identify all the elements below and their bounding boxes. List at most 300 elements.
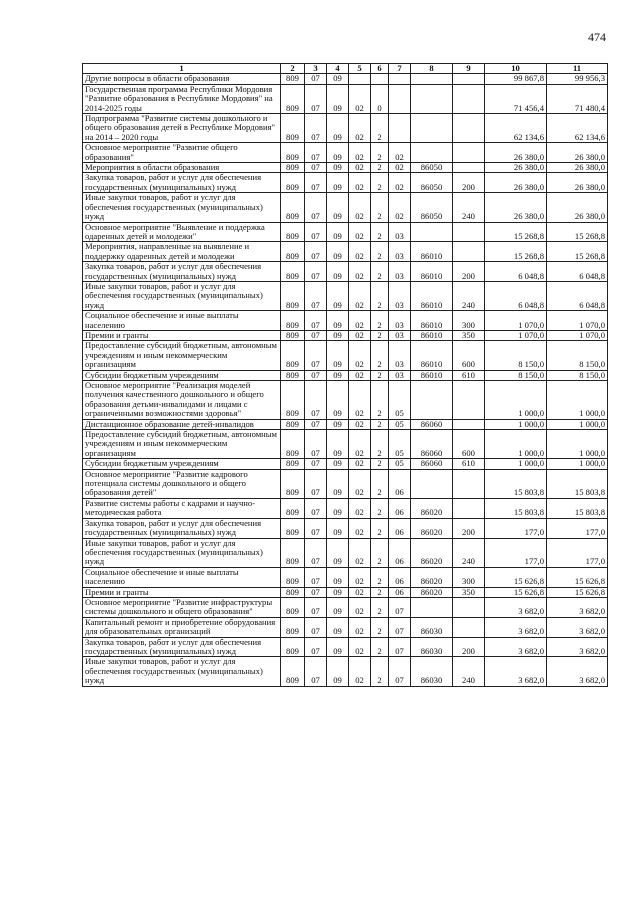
row-name-cell: Государственная программа Республики Мордовия "Развитие образования в Республике Мордовия" на 2014-2025 годы xyxy=(83,84,281,113)
table-row xyxy=(83,657,608,686)
table-cell: 06 xyxy=(389,518,411,538)
row-name-cell: Иные закупки товаров, работ и услуг для обеспечения государственных (муниципальных) нужд xyxy=(83,281,281,310)
table-cell: 86010 xyxy=(411,341,453,370)
table-cell: 809 xyxy=(281,242,305,262)
table-cell: 07 xyxy=(305,242,327,262)
table-cell: 809 xyxy=(281,518,305,538)
table-cell: 26 380,0 xyxy=(485,193,547,222)
table-cell: 809 xyxy=(281,587,305,597)
table-cell: 09 xyxy=(327,330,349,340)
table-cell: 26 380,0 xyxy=(547,173,608,193)
column-header: 9 xyxy=(453,64,485,74)
table-cell xyxy=(453,222,485,242)
table-cell xyxy=(453,163,485,173)
table-cell: 07 xyxy=(305,74,327,84)
table-cell: 09 xyxy=(327,311,349,331)
table-cell: 06 xyxy=(389,498,411,518)
table-cell: 15 803,8 xyxy=(547,498,608,518)
table-cell: 86020 xyxy=(411,518,453,538)
column-header: 6 xyxy=(371,64,389,74)
table-cell: 02 xyxy=(349,262,371,282)
table-cell xyxy=(411,114,453,143)
table-cell: 3 682,0 xyxy=(485,617,547,637)
table-cell: 1 000,0 xyxy=(485,419,547,429)
table-cell: 2 xyxy=(371,430,389,459)
table-cell: 02 xyxy=(349,637,371,657)
table-cell: 09 xyxy=(327,381,349,420)
table-cell: 86030 xyxy=(411,617,453,637)
table-row xyxy=(83,281,608,310)
table-cell: 240 xyxy=(453,281,485,310)
table-cell: 3 682,0 xyxy=(547,657,608,686)
table-cell: 05 xyxy=(389,419,411,429)
table-cell: 600 xyxy=(453,341,485,370)
table-cell: 240 xyxy=(453,538,485,567)
table-row xyxy=(83,173,608,193)
table-cell: 6 048,8 xyxy=(485,281,547,310)
row-name-cell: Основное мероприятие "Реализация моделей получения качественного дошкольного и общего образования детьми-инвалидами и лицами с ограниченными возможностями здоровья" xyxy=(83,381,281,420)
header-row xyxy=(83,64,608,74)
table-cell: 86060 xyxy=(411,430,453,459)
table-cell: 610 xyxy=(453,459,485,469)
table-cell: 71 456,4 xyxy=(485,84,547,113)
table-cell: 07 xyxy=(305,637,327,657)
table-cell: 07 xyxy=(305,567,327,587)
row-name-cell: Иные закупки товаров, работ и услуг для обеспечения государственных (муниципальных) нужд xyxy=(83,538,281,567)
table-cell xyxy=(453,419,485,429)
table-cell: 1 000,0 xyxy=(485,430,547,459)
column-header: 10 xyxy=(485,64,547,74)
table-cell: 809 xyxy=(281,419,305,429)
table-cell: 2 xyxy=(371,330,389,340)
table-cell: 02 xyxy=(349,538,371,567)
table-cell: 07 xyxy=(305,469,327,498)
table-cell: 09 xyxy=(327,163,349,173)
table-cell: 07 xyxy=(305,143,327,163)
table-cell: 2 xyxy=(371,163,389,173)
table-cell: 07 xyxy=(389,657,411,686)
table-cell: 15 626,8 xyxy=(485,587,547,597)
column-header: 2 xyxy=(281,64,305,74)
table-cell: 99 867,8 xyxy=(485,74,547,84)
table-cell: 26 380,0 xyxy=(485,173,547,193)
table-cell: 02 xyxy=(349,222,371,242)
table-cell: 1 000,0 xyxy=(485,459,547,469)
table-cell: 2 xyxy=(371,637,389,657)
table-cell: 07 xyxy=(305,222,327,242)
table-row xyxy=(83,419,608,429)
page-number: 474 xyxy=(588,30,606,44)
table-cell xyxy=(453,143,485,163)
table-cell: 2 xyxy=(371,459,389,469)
table-cell: 02 xyxy=(349,370,371,380)
table-cell: 03 xyxy=(389,341,411,370)
table-cell: 09 xyxy=(327,262,349,282)
table-cell: 07 xyxy=(305,370,327,380)
column-header: 3 xyxy=(305,64,327,74)
table-cell: 05 xyxy=(389,381,411,420)
table-cell: 02 xyxy=(349,617,371,637)
table-cell: 09 xyxy=(327,637,349,657)
table-cell: 3 682,0 xyxy=(547,617,608,637)
table-row xyxy=(83,163,608,173)
row-name-cell: Другие вопросы в области образования xyxy=(83,74,281,84)
table-cell: 809 xyxy=(281,370,305,380)
table-cell: 86060 xyxy=(411,419,453,429)
table-row xyxy=(83,498,608,518)
table-cell: 07 xyxy=(305,538,327,567)
table-cell: 07 xyxy=(305,518,327,538)
table-cell: 05 xyxy=(389,430,411,459)
table-cell: 809 xyxy=(281,498,305,518)
table-cell: 03 xyxy=(389,242,411,262)
row-name-cell: Премии и гранты xyxy=(83,330,281,340)
table-cell: 02 xyxy=(349,163,371,173)
table-cell xyxy=(411,74,453,84)
table-cell: 09 xyxy=(327,567,349,587)
table-cell: 02 xyxy=(389,173,411,193)
table-cell xyxy=(453,617,485,637)
table-cell: 03 xyxy=(389,222,411,242)
table-cell: 02 xyxy=(349,242,371,262)
table-cell: 809 xyxy=(281,173,305,193)
table-cell: 2 xyxy=(371,114,389,143)
row-name-cell: Иные закупки товаров, работ и услуг для обеспечения государственных (муниципальных) нужд xyxy=(83,193,281,222)
table-cell: 200 xyxy=(453,262,485,282)
table-cell: 07 xyxy=(305,498,327,518)
table-cell: 809 xyxy=(281,459,305,469)
table-cell: 09 xyxy=(327,459,349,469)
table-cell: 200 xyxy=(453,637,485,657)
table-cell: 2 xyxy=(371,538,389,567)
table-cell: 809 xyxy=(281,597,305,617)
table-cell: 809 xyxy=(281,469,305,498)
table-row xyxy=(83,193,608,222)
column-header: 11 xyxy=(547,64,608,74)
table-cell: 03 xyxy=(389,370,411,380)
row-name-cell: Социальное обеспечение и иные выплаты населению xyxy=(83,567,281,587)
table-cell: 86010 xyxy=(411,330,453,340)
table-cell: 09 xyxy=(327,370,349,380)
table-cell: 300 xyxy=(453,567,485,587)
table-cell: 05 xyxy=(389,459,411,469)
table-cell xyxy=(411,469,453,498)
table-cell: 809 xyxy=(281,330,305,340)
table-cell: 02 xyxy=(349,143,371,163)
table-cell: 200 xyxy=(453,173,485,193)
table-cell: 86050 xyxy=(411,193,453,222)
table-cell: 1 000,0 xyxy=(547,381,608,420)
table-cell: 03 xyxy=(389,262,411,282)
table-cell: 09 xyxy=(327,617,349,637)
table-cell: 09 xyxy=(327,430,349,459)
table-cell: 86030 xyxy=(411,637,453,657)
table-cell: 8 150,0 xyxy=(547,341,608,370)
table-cell: 09 xyxy=(327,84,349,113)
table-cell: 2 xyxy=(371,518,389,538)
table-row xyxy=(83,74,608,84)
table-cell: 86050 xyxy=(411,163,453,173)
table-cell xyxy=(453,597,485,617)
table-cell: 809 xyxy=(281,430,305,459)
table-row xyxy=(83,341,608,370)
table-row xyxy=(83,222,608,242)
table-cell: 02 xyxy=(349,518,371,538)
row-name-cell: Подпрограмма "Развитие системы дошкольного и общего образования детей в Республике Мордовия" на 2014 – 2020 годы xyxy=(83,114,281,143)
table-cell: 02 xyxy=(349,430,371,459)
table-cell: 09 xyxy=(327,587,349,597)
table-cell: 02 xyxy=(389,163,411,173)
table-cell xyxy=(371,74,389,84)
table-cell: 07 xyxy=(305,114,327,143)
table-cell: 09 xyxy=(327,173,349,193)
table-cell: 02 xyxy=(389,193,411,222)
table-cell: 2 xyxy=(371,469,389,498)
table-cell: 09 xyxy=(327,222,349,242)
table-cell: 2 xyxy=(371,597,389,617)
row-name-cell: Субсидии бюджетным учреждениям xyxy=(83,370,281,380)
table-cell: 15 626,8 xyxy=(485,567,547,587)
row-name-cell: Основное мероприятие "Выявление и поддержка одаренных детей и молодежи" xyxy=(83,222,281,242)
table-cell: 07 xyxy=(305,597,327,617)
table-cell: 09 xyxy=(327,242,349,262)
table-cell: 2 xyxy=(371,498,389,518)
table-cell: 2 xyxy=(371,370,389,380)
table-cell xyxy=(453,469,485,498)
table-cell: 09 xyxy=(327,657,349,686)
column-header: 1 xyxy=(83,64,281,74)
table-row xyxy=(83,330,608,340)
row-name-cell: Премии и гранты xyxy=(83,587,281,597)
table-cell: 03 xyxy=(389,281,411,310)
table-cell: 0 xyxy=(371,84,389,113)
table-cell xyxy=(349,74,371,84)
table-row xyxy=(83,430,608,459)
table-cell: 3 682,0 xyxy=(547,637,608,657)
table-cell: 809 xyxy=(281,311,305,331)
table-cell xyxy=(411,84,453,113)
table-cell: 26 380,0 xyxy=(485,163,547,173)
row-name-cell: Закупка товаров, работ и услуг для обеспечения государственных (муниципальных) нужд xyxy=(83,262,281,282)
table-row xyxy=(83,84,608,113)
table-cell: 15 626,8 xyxy=(547,587,608,597)
table-body xyxy=(83,74,608,686)
table-cell: 03 xyxy=(389,311,411,331)
table-cell: 07 xyxy=(305,381,327,420)
table-cell: 809 xyxy=(281,657,305,686)
table-cell: 99 956,3 xyxy=(547,74,608,84)
table-cell xyxy=(411,222,453,242)
table-cell: 809 xyxy=(281,114,305,143)
table-row xyxy=(83,311,608,331)
table-cell: 02 xyxy=(349,341,371,370)
table-cell: 1 070,0 xyxy=(547,330,608,340)
table-cell: 6 048,8 xyxy=(547,281,608,310)
table-cell: 6 048,8 xyxy=(547,262,608,282)
table-cell: 1 000,0 xyxy=(485,381,547,420)
table-cell: 600 xyxy=(453,430,485,459)
table-cell: 2 xyxy=(371,617,389,637)
table-cell: 07 xyxy=(305,617,327,637)
table-cell: 3 682,0 xyxy=(547,597,608,617)
table-cell: 07 xyxy=(389,617,411,637)
table-cell xyxy=(453,242,485,262)
table-cell: 15 803,8 xyxy=(485,498,547,518)
table-cell: 3 682,0 xyxy=(485,657,547,686)
table-cell: 02 xyxy=(349,173,371,193)
table-cell: 26 380,0 xyxy=(547,143,608,163)
table-cell: 07 xyxy=(305,193,327,222)
table-cell: 03 xyxy=(389,330,411,340)
table-cell: 1 070,0 xyxy=(485,311,547,331)
table-cell: 02 xyxy=(349,193,371,222)
table-cell: 02 xyxy=(349,381,371,420)
table-cell: 09 xyxy=(327,597,349,617)
table-cell: 809 xyxy=(281,84,305,113)
table-cell: 09 xyxy=(327,74,349,84)
table-cell: 09 xyxy=(327,419,349,429)
table-cell: 09 xyxy=(327,518,349,538)
table-cell xyxy=(453,381,485,420)
table-cell: 2 xyxy=(371,262,389,282)
table-cell: 07 xyxy=(305,430,327,459)
table-cell: 15 626,8 xyxy=(547,567,608,587)
table-cell: 1 070,0 xyxy=(485,330,547,340)
table-cell: 09 xyxy=(327,538,349,567)
table-cell xyxy=(411,597,453,617)
table-cell: 350 xyxy=(453,587,485,597)
row-name-cell: Иные закупки товаров, работ и услуг для обеспечения государственных (муниципальных) нужд xyxy=(83,657,281,686)
table-cell: 09 xyxy=(327,498,349,518)
table-cell xyxy=(453,84,485,113)
table-cell: 02 xyxy=(349,281,371,310)
table-cell: 2 xyxy=(371,381,389,420)
table-cell: 86010 xyxy=(411,242,453,262)
table-cell: 07 xyxy=(305,657,327,686)
row-name-cell: Развитие системы работы с кадрами и научно-методическая работа xyxy=(83,498,281,518)
table-cell: 07 xyxy=(305,587,327,597)
table-cell: 02 xyxy=(349,84,371,113)
table-cell: 15 803,8 xyxy=(485,469,547,498)
table-cell: 177,0 xyxy=(485,538,547,567)
table-cell: 8 150,0 xyxy=(485,370,547,380)
table-cell: 02 xyxy=(349,114,371,143)
table-cell: 02 xyxy=(349,498,371,518)
table-cell: 86010 xyxy=(411,311,453,331)
table-cell: 809 xyxy=(281,538,305,567)
table-cell: 07 xyxy=(305,341,327,370)
table-cell: 6 048,8 xyxy=(485,262,547,282)
table-cell: 2 xyxy=(371,587,389,597)
table-cell: 02 xyxy=(349,657,371,686)
table-row xyxy=(83,637,608,657)
table-cell: 06 xyxy=(389,567,411,587)
table-row xyxy=(83,381,608,420)
table-cell: 809 xyxy=(281,193,305,222)
table-cell: 2 xyxy=(371,311,389,331)
table-row xyxy=(83,262,608,282)
table-cell: 240 xyxy=(453,193,485,222)
row-name-cell: Предоставление субсидий бюджетным, автономным учреждениям и иным некоммерческим организациям xyxy=(83,430,281,459)
table-cell: 3 682,0 xyxy=(485,637,547,657)
table-cell: 15 268,8 xyxy=(547,222,608,242)
table-cell: 86050 xyxy=(411,173,453,193)
table-row xyxy=(83,469,608,498)
table-cell: 02 xyxy=(349,330,371,340)
table-cell: 07 xyxy=(305,281,327,310)
table-row xyxy=(83,597,608,617)
column-header: 8 xyxy=(411,64,453,74)
table-cell: 26 380,0 xyxy=(485,143,547,163)
table-cell: 02 xyxy=(349,311,371,331)
table-cell: 2 xyxy=(371,341,389,370)
table-cell: 15 268,8 xyxy=(547,242,608,262)
row-name-cell: Закупка товаров, работ и услуг для обеспечения государственных (муниципальных) нужд xyxy=(83,173,281,193)
row-name-cell: Социальное обеспечение и иные выплаты населению xyxy=(83,311,281,331)
table-cell: 809 xyxy=(281,381,305,420)
table-cell: 809 xyxy=(281,74,305,84)
table-cell: 07 xyxy=(305,419,327,429)
table-cell: 177,0 xyxy=(547,538,608,567)
table-cell: 07 xyxy=(389,637,411,657)
row-name-cell: Капитальный ремонт и приобретение оборудования для образовательных организаций xyxy=(83,617,281,637)
table-cell: 240 xyxy=(453,657,485,686)
table-cell: 86010 xyxy=(411,370,453,380)
table-cell: 2 xyxy=(371,242,389,262)
table-cell: 177,0 xyxy=(547,518,608,538)
table-row xyxy=(83,370,608,380)
table-cell: 02 xyxy=(349,597,371,617)
table-cell: 09 xyxy=(327,143,349,163)
table-cell: 809 xyxy=(281,163,305,173)
table-cell: 809 xyxy=(281,222,305,242)
table-cell: 15 268,8 xyxy=(485,222,547,242)
budget-table xyxy=(82,63,608,687)
table-row xyxy=(83,114,608,143)
table-cell: 809 xyxy=(281,143,305,163)
table-cell: 809 xyxy=(281,617,305,637)
table-cell: 09 xyxy=(327,469,349,498)
table-cell: 1 070,0 xyxy=(547,311,608,331)
table-cell xyxy=(411,143,453,163)
table-cell: 09 xyxy=(327,114,349,143)
table-cell: 86020 xyxy=(411,498,453,518)
table-cell: 71 480,4 xyxy=(547,84,608,113)
row-name-cell: Закупка товаров, работ и услуг для обеспечения государственных (муниципальных) нужд xyxy=(83,637,281,657)
table-cell: 07 xyxy=(305,330,327,340)
table-cell: 07 xyxy=(305,459,327,469)
table-cell: 02 xyxy=(349,419,371,429)
row-name-cell: Дистанционное образование детей-инвалидов xyxy=(83,419,281,429)
table-cell xyxy=(389,84,411,113)
table-cell: 07 xyxy=(305,84,327,113)
table-cell: 07 xyxy=(389,597,411,617)
table-cell: 809 xyxy=(281,567,305,587)
table-cell xyxy=(453,114,485,143)
table-cell: 1 000,0 xyxy=(547,430,608,459)
table-cell: 02 xyxy=(389,143,411,163)
table-cell: 26 380,0 xyxy=(547,193,608,222)
table-cell: 1 000,0 xyxy=(547,459,608,469)
table-cell: 200 xyxy=(453,518,485,538)
table-cell: 809 xyxy=(281,637,305,657)
table-cell: 86010 xyxy=(411,281,453,310)
table-cell: 350 xyxy=(453,330,485,340)
table-cell: 62 134,6 xyxy=(547,114,608,143)
table-row xyxy=(83,617,608,637)
table-cell: 02 xyxy=(349,459,371,469)
table-cell: 62 134,6 xyxy=(485,114,547,143)
